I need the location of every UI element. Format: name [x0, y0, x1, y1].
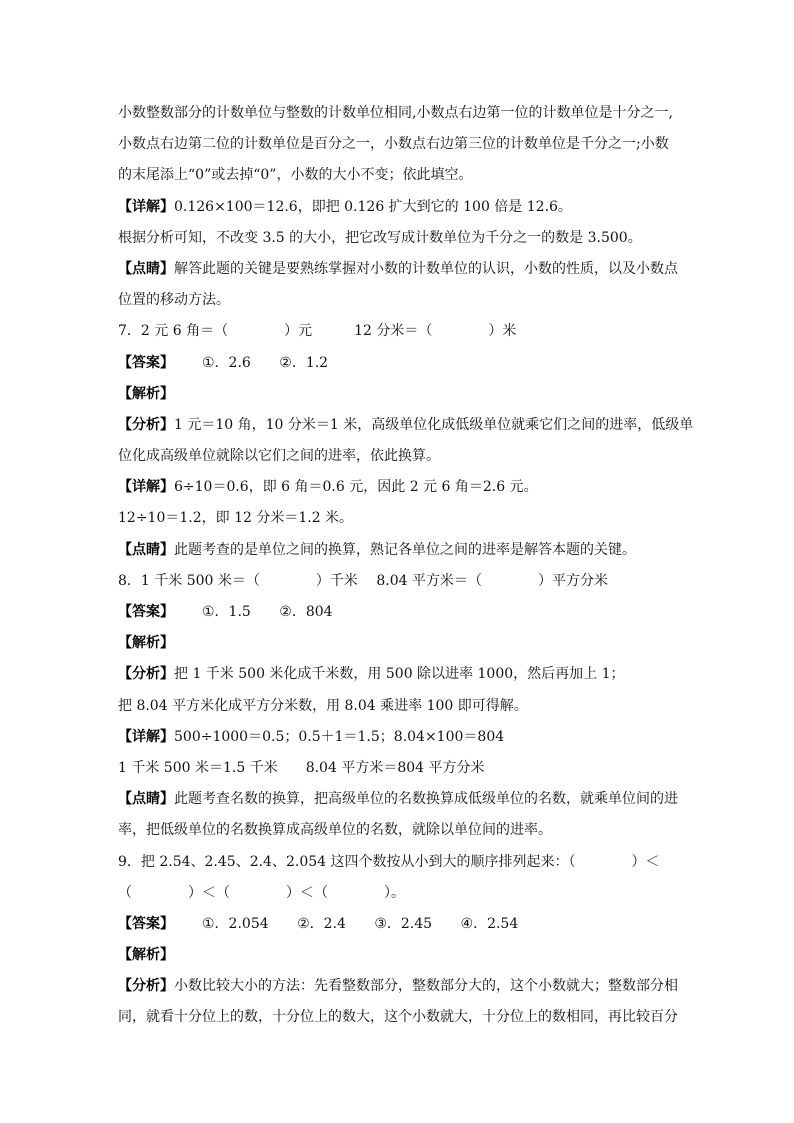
fenxi-text: 小数比较大小的方法：先看整数部分，整数部分大的，这个小数就大；整数部分相	[174, 978, 678, 995]
detail-text: 6÷10＝0.6，即 6 角＝0.6 元，因此 2 元 6 角＝2.6 元。	[174, 479, 538, 496]
q8-point	[118, 784, 678, 815]
point-text: 解答此题的关键是要熟练掌握对小数的计数单位的认识，小数的性质，以及小数点	[174, 260, 678, 277]
fenxi-text: 把 1 千米 500 米化成千米数，用 500 除以进率 1000，然后再加上 1；	[174, 666, 625, 683]
q8-answer	[118, 597, 678, 628]
q9-fenxi-cont: 同，就看十分位上的数，十分位上的数大，这个小数就大，十分位上的数相同，再比较百分	[118, 1009, 678, 1026]
point-text: 此题考查名数的换算，把高级单位的名数换算成低级单位的名数，就乘单位间的进	[174, 791, 678, 808]
q9-analysis	[118, 940, 678, 971]
answer-tag: 【答案】	[118, 604, 174, 620]
q8-question: 8．1 千米 500 米＝（ ）千米 8.04 平方米＝（ ）平方分米	[118, 572, 608, 589]
detail-tag: 【详解】	[118, 479, 174, 496]
fenxi-tag: 【分析】	[118, 666, 174, 683]
answer-tag: 【答案】	[118, 354, 174, 371]
q9-fenxi	[118, 971, 678, 1002]
q7-answer	[118, 348, 678, 379]
point-text: 此题考查的是单位之间的换算，熟记各单位之间的进率是解答本题的关键。	[174, 541, 636, 558]
q8-detail	[118, 722, 678, 753]
q7-detail-cont: 12÷10＝1.2，即 12 分米＝1.2 米。	[118, 510, 354, 527]
paragraph-line: 小数点右边第二位的计数单位是百分之一，小数点右边第三位的计数单位是千分之一;小数	[118, 136, 669, 153]
q9-answer	[118, 909, 678, 940]
detail-text: 0.126×100＝12.6，即把 0.126 扩大到它的 100 倍是 12.6。	[174, 198, 572, 215]
answer-values: ①．1.5 ②．804	[202, 604, 333, 620]
paragraph-line: 小数整数部分的计数单位与整数的计数单位相同,小数点右边第一位的计数单位是十分之一,	[118, 105, 673, 121]
detail-text: 500÷1000＝0.5；0.5＋1＝1.5；8.04×100＝804	[174, 728, 505, 745]
answer-tag: 【答案】	[118, 915, 174, 932]
q7-detail	[118, 472, 678, 503]
q7-analysis	[118, 379, 678, 410]
q6-point	[118, 254, 678, 285]
analysis-tag: 【解析】	[118, 635, 174, 652]
q7-point	[118, 535, 678, 566]
analysis-tag: 【解析】	[118, 947, 174, 964]
q9-question-cont: （ ）＜（ ）＜（ ）。	[118, 884, 405, 901]
detail-tag: 【详解】	[118, 198, 174, 215]
q7-question: 7．2 元 6 角＝（ ）元 12 分米＝（ ）米	[118, 323, 517, 340]
point-tag: 【点睛】	[118, 791, 174, 808]
fenxi-tag: 【分析】	[118, 978, 174, 995]
q8-detail-cont: 1 千米 500 米＝1.5 千米 8.04 平方米＝804 平方分米	[118, 759, 485, 776]
point-tag: 【点睛】	[118, 541, 174, 558]
analysis-tag: 【解析】	[118, 385, 174, 402]
answer-values: ①．2.6 ②．1.2	[202, 354, 329, 371]
fenxi-tag: 【分析】	[118, 416, 174, 433]
answer-values: ①．2.054 ②．2.4 ③．2.45 ④．2.54	[202, 915, 519, 932]
q8-fenxi-cont: 把 8.04 平方米化成平方分米数，用 8.04 乘进率 100 即可得解。	[118, 697, 528, 714]
q7-fenxi-cont: 位化成高级单位就除以它们之间的进率，依此换算。	[118, 448, 440, 465]
q8-analysis	[118, 628, 678, 659]
point-tag: 【点睛】	[118, 260, 174, 277]
fenxi-text: 1 元＝10 角，10 分米＝1 米，高级单位化成低级单位就乘它们之间的进率，低级单	[174, 416, 694, 433]
q6-point-cont: 位置的移动方法。	[118, 292, 230, 309]
q7-fenxi	[118, 410, 694, 441]
detail-tag: 【详解】	[118, 728, 174, 745]
q6-detail-extra: 根据分析可知，不改变 3.5 的大小，把它改写成计数单位为千分之一的数是 3.500。	[118, 229, 642, 246]
q8-point-cont: 率，把低级单位的名数换算成高级单位的名数，就除以单位间的进率。	[118, 822, 552, 839]
q6-detail	[118, 192, 678, 223]
q8-fenxi	[118, 659, 678, 690]
paragraph-line: 的末尾添上“0”或去掉“0”，小数的大小不变；依此填空。	[118, 167, 473, 184]
document-page	[118, 98, 694, 1034]
q9-question: 9．把 2.54、2.45、2.4、2.054 这四个数按从小到大的顺序排列起来：（ ）＜	[118, 853, 660, 870]
